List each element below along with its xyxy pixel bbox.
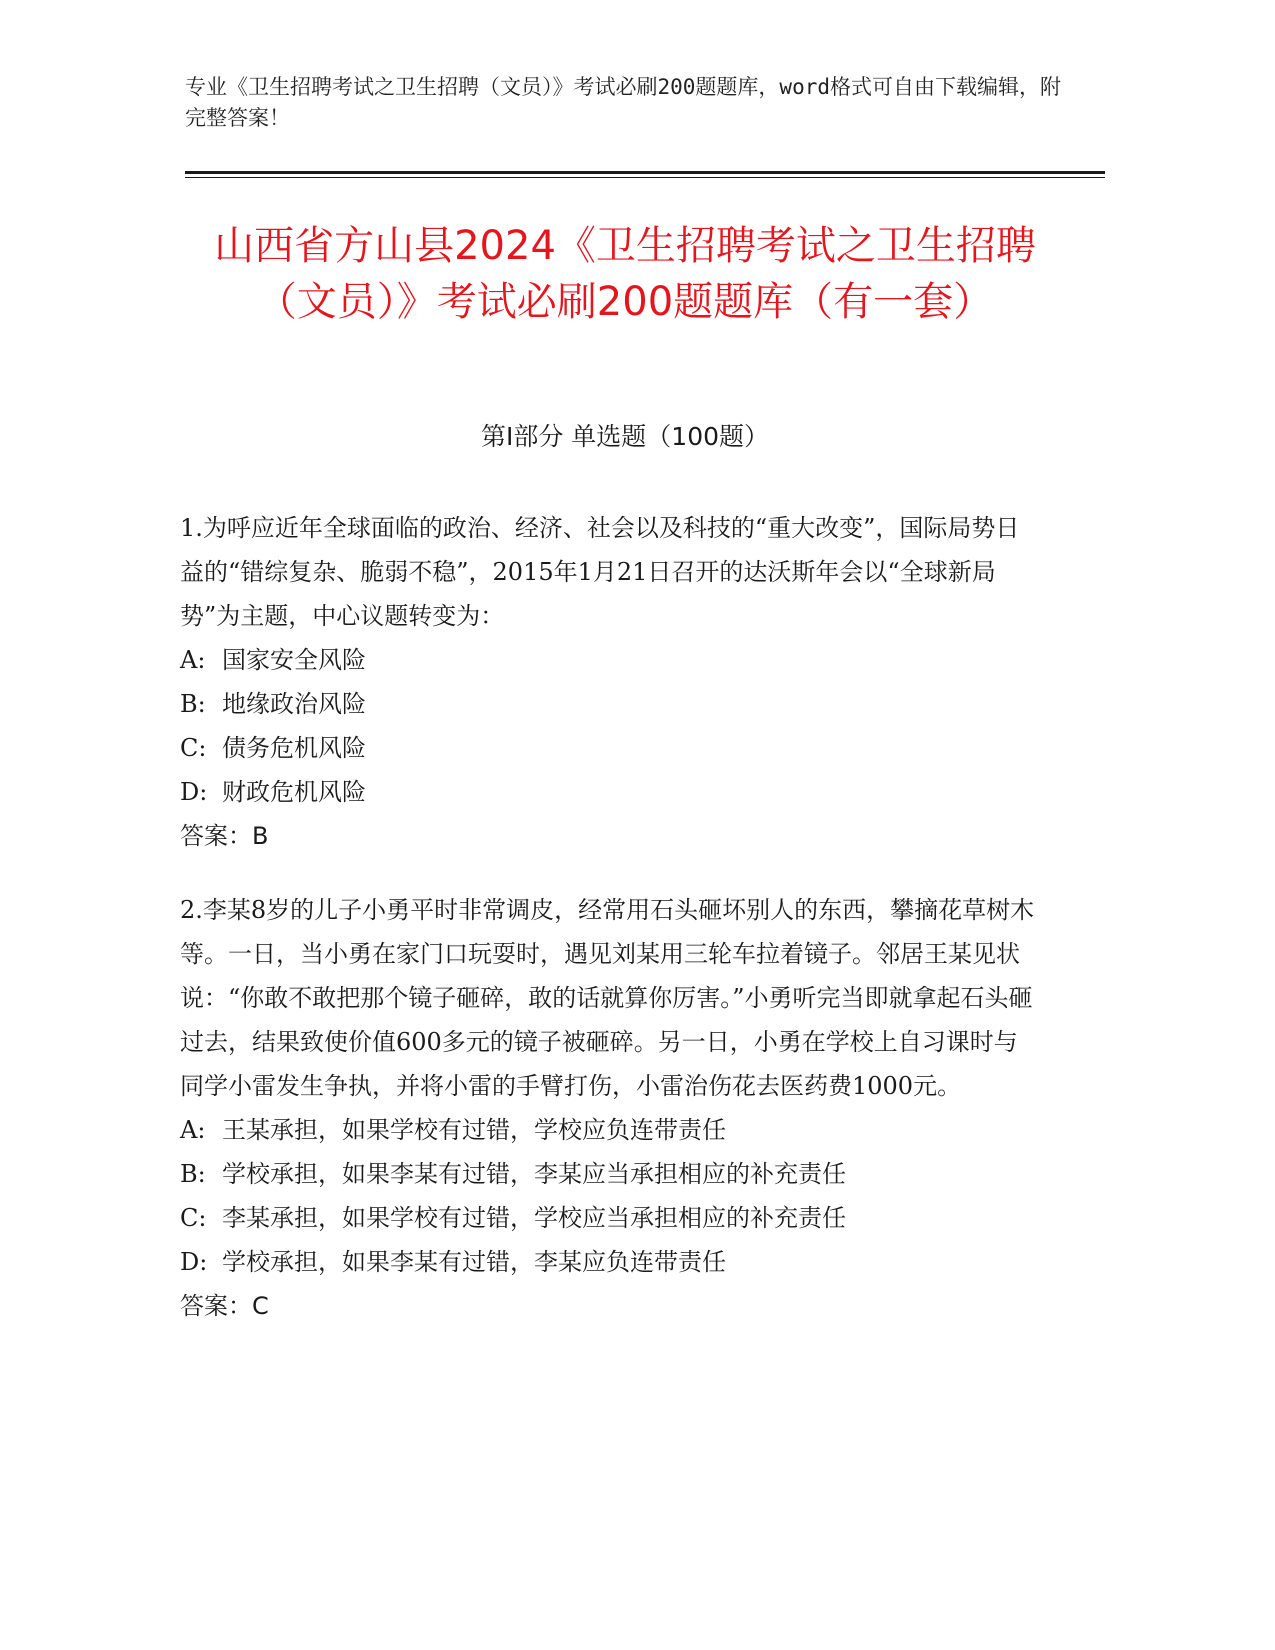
option-letter: D: xyxy=(180,778,208,806)
option-text: 债务危机风险 xyxy=(222,734,366,762)
option-letter: B: xyxy=(180,690,206,718)
option-c xyxy=(180,1196,1040,1240)
document-title: 山西省方山县2024《卫生招聘考试之卫生招聘（文员）》考试必刷200题题库（有一套） xyxy=(214,223,1036,325)
question-2 xyxy=(180,888,1040,1328)
option-letter: B: xyxy=(180,1160,206,1188)
header-divider-thin xyxy=(185,177,1105,178)
intro-text: 专业《卫生招聘考试之卫生招聘（文员）》考试必刷200题题库，word格式可自由下载编辑，附完整答案！ xyxy=(185,75,1061,130)
option-text: 地缘政治风险 xyxy=(222,690,366,718)
section-heading: 第Ⅰ部分 单选题（100题） xyxy=(480,422,770,451)
answer-line: 答案：B xyxy=(180,822,269,850)
option-b xyxy=(180,682,1040,726)
question-1 xyxy=(180,506,1040,858)
option-text: 学校承担，如果李某有过错，李某应负连带责任 xyxy=(222,1248,726,1276)
option-text: 学校承担，如果李某有过错，李某应当承担相应的补充责任 xyxy=(222,1160,846,1188)
option-letter: A: xyxy=(180,1116,206,1144)
option-text: 财政危机风险 xyxy=(222,778,366,806)
header-divider-thick xyxy=(185,171,1105,174)
question-stem: 2.李某8岁的儿子小勇平时非常调皮，经常用石头砸坏别人的东西，攀摘花草树木等。一日，当小勇在家门口玩耍时，遇见刘某用三轮车拉着镜子。邻居王某见状说：“你敢不敢把那个镜子砸碎，敢的话就算你厉害。”小勇听完当即就拿起石头砸过去，结果致使价值600多元的镜子被砸碎。另一日，小勇在学校上自习课时与同学小雷发生争执，并将小雷的手臂打伤，小雷治伤花去医药费1000元。 xyxy=(180,896,1035,1100)
option-b xyxy=(180,1152,1040,1196)
option-c xyxy=(180,726,1040,770)
question-stem: 1.为呼应近年全球面临的政治、经济、社会以及科技的“重大改变”，国际局势日益的“错综复杂、脆弱不稳”，2015年1月21日召开的达沃斯年会以“全球新局势”为主题，中心议题转变为： xyxy=(180,514,1020,630)
option-letter: C: xyxy=(180,734,207,762)
option-a xyxy=(180,1108,1040,1152)
option-d xyxy=(180,770,1040,814)
option-letter: C: xyxy=(180,1204,207,1232)
answer-line: 答案：C xyxy=(180,1292,269,1320)
option-text: 李某承担，如果学校有过错，学校应当承担相应的补充责任 xyxy=(222,1204,846,1232)
option-letter: D: xyxy=(180,1248,208,1276)
option-d xyxy=(180,1240,1040,1284)
option-letter: A: xyxy=(180,646,206,674)
option-a xyxy=(180,638,1040,682)
option-text: 国家安全风险 xyxy=(222,646,366,674)
option-text: 王某承担，如果学校有过错，学校应负连带责任 xyxy=(222,1116,726,1144)
